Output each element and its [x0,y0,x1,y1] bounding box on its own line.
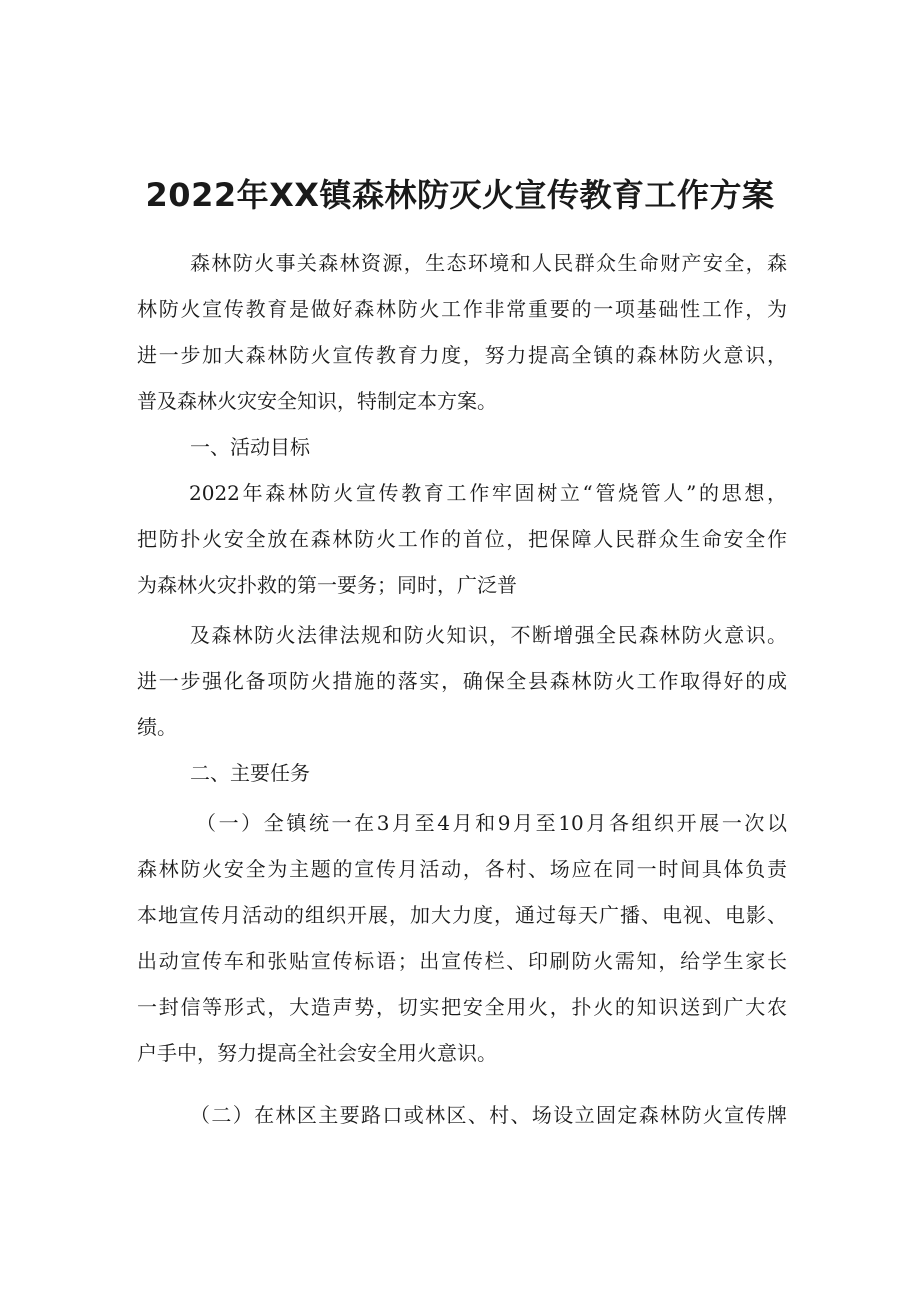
paragraph-line: 林防火宣传教育是做好森林防火工作非常重要的一项基础性工作，为 [137,297,787,321]
paragraph-line: 森林防火安全为主题的宣传月活动，各村、场应在同一时间具体负责 [137,857,787,881]
section-heading: 二、主要任务 [190,761,310,785]
paragraph-line: （一）全镇统一在3月至4月和9月至10月各组织开展一次以 [196,811,787,835]
paragraph-line: 普及森林火灾安全知识，特制定本方案。 [137,389,497,413]
paragraph-line: 森林防火事关森林资源，生态环境和人民群众生命财产安全，森 [190,251,787,275]
paragraph-line: 出动宣传车和张贴宣传标语；出宣传栏、印刷防火需知，给学生家长 [137,949,787,973]
paragraph-line: 一封信等形式，大造声势，切实把安全用火，扑火的知识送到广大农 [137,995,787,1019]
document-title: 2022年XX镇森林防灭火宣传教育工作方案 [145,176,775,214]
paragraph-line: 及森林防火法律法规和防火知识，不断增强全民森林防火意识。 [190,623,787,647]
paragraph-line: 本地宣传月活动的组织开展，加大力度，通过每天广播、电视、电影、 [137,903,787,927]
paragraph-line: 进一步加大森林防火宣传教育力度，努力提高全镇的森林防火意识， [137,343,787,367]
paragraph-line: 进一步强化备项防火措施的落实，确保全县森林防火工作取得好的成 [137,669,787,693]
paragraph-line: （二）在林区主要路口或林区、村、场设立固定森林防火宣传牌 [190,1103,787,1127]
paragraph-line: 为森林火灾扑救的第一要务；同时，广泛普 [137,573,517,597]
section-heading: 一、活动目标 [190,435,310,459]
paragraph-line: 把防扑火安全放在森林防火工作的首位，把保障人民群众生命安全作 [137,527,787,551]
paragraph-line: 绩。 [137,715,177,739]
paragraph-line: 户手中，努力提高全社会安全用火意识。 [137,1041,497,1065]
paragraph-line: 2022年森林防火宣传教育工作牢固树立“管烧管人”的思想， [189,481,787,505]
